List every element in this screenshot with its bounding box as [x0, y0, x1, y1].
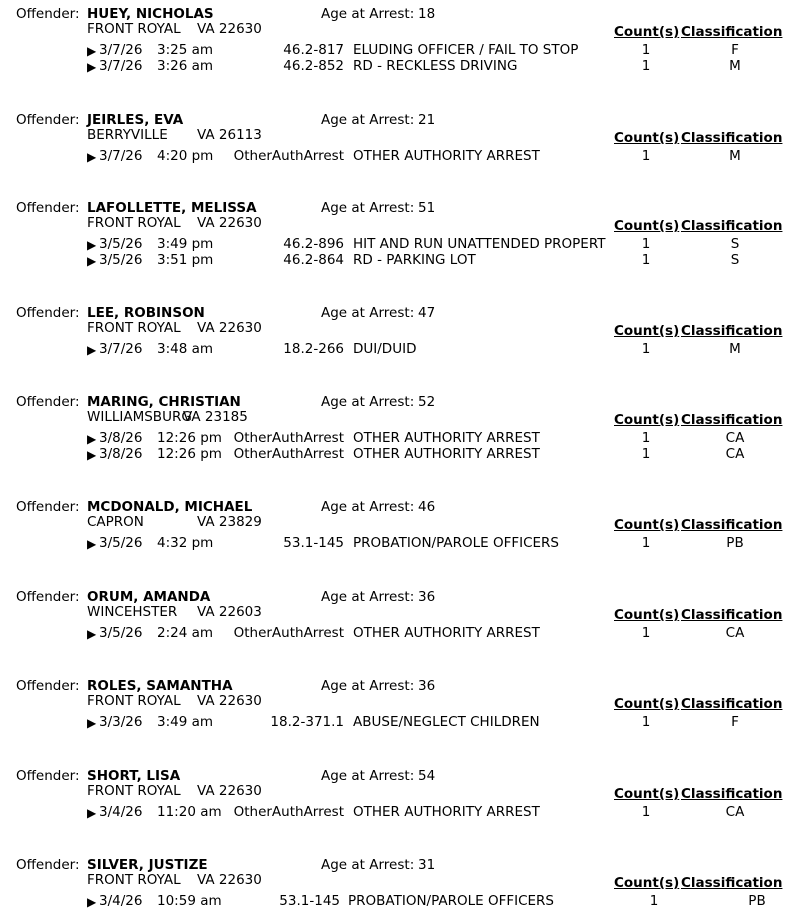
charge-time: 11:20 am: [157, 804, 222, 820]
offender-name: SILVER, JUSTIZE: [87, 857, 208, 873]
classification-header: Classification: [681, 875, 783, 891]
charge-time: 3:49 am: [157, 714, 214, 730]
arrow-icon: ▶: [87, 627, 97, 641]
charge-date: 3/7/26: [99, 148, 143, 164]
offender-city: FRONT ROYAL: [87, 693, 181, 709]
charge-classification: F: [731, 714, 739, 730]
charge-time: 3:49 pm: [157, 236, 214, 252]
age-label: Age at Arrest:: [321, 499, 415, 515]
charge-code: 18.2-266: [283, 341, 344, 357]
charge-code: 18.2-371.1: [270, 714, 344, 730]
offender-label: Offender:: [16, 112, 80, 128]
classification-header: Classification: [681, 24, 783, 40]
arrow-icon: ▶: [87, 432, 97, 446]
offender-city: BERRYVILLE: [87, 127, 168, 143]
offender-city: WINCEHSTER: [87, 604, 178, 620]
offender-label: Offender:: [16, 768, 80, 784]
arrow-icon: ▶: [87, 44, 97, 58]
charge-time: 3:26 am: [157, 58, 214, 74]
age-value: 51: [418, 200, 436, 216]
charge-code: 53.1-145: [283, 535, 344, 551]
counts-header: Count(s): [614, 412, 680, 428]
offender-name: MCDONALD, MICHAEL: [87, 499, 253, 515]
offender-label: Offender:: [16, 678, 80, 694]
age-label: Age at Arrest:: [321, 6, 415, 22]
offender-label: Offender:: [16, 305, 80, 321]
arrow-icon: ▶: [87, 238, 97, 252]
classification-header: Classification: [681, 517, 783, 533]
charge-description: HIT AND RUN UNATTENDED PROPERT: [353, 236, 606, 252]
age-value: 18: [418, 6, 436, 22]
classification-header: Classification: [681, 218, 783, 234]
charge-description: OTHER AUTHORITY ARREST: [353, 625, 540, 641]
charge-code: OtherAuthArrest: [233, 148, 344, 164]
age-label: Age at Arrest:: [321, 200, 415, 216]
charge-date: 3/5/26: [99, 236, 143, 252]
charge-description: RD - RECKLESS DRIVING: [353, 58, 518, 74]
age-value: 36: [418, 589, 436, 605]
charge-classification: CA: [725, 625, 745, 641]
charge-count: 1: [641, 430, 651, 446]
charge-date: 3/7/26: [99, 341, 143, 357]
age-value: 31: [418, 857, 436, 873]
age-value: 47: [418, 305, 436, 321]
offender-city: WILLIAMSBURG: [87, 409, 192, 425]
age-value: 54: [418, 768, 436, 784]
charge-date: 3/3/26: [99, 714, 143, 730]
offender-label: Offender:: [16, 857, 80, 873]
age-label: Age at Arrest:: [321, 589, 415, 605]
age-label: Age at Arrest:: [321, 678, 415, 694]
charge-code: 46.2-896: [283, 236, 344, 252]
offender-label: Offender:: [16, 499, 80, 515]
charge-time: 3:48 am: [157, 341, 214, 357]
offender-name: HUEY, NICHOLAS: [87, 6, 214, 22]
charge-description: OTHER AUTHORITY ARREST: [353, 804, 540, 820]
charge-classification: F: [731, 42, 739, 58]
charge-count: 1: [641, 148, 651, 164]
charge-time: 3:51 pm: [157, 252, 214, 268]
age-label: Age at Arrest:: [321, 857, 415, 873]
age-label: Age at Arrest:: [321, 112, 415, 128]
charge-description: ABUSE/NEGLECT CHILDREN: [353, 714, 540, 730]
charge-description: OTHER AUTHORITY ARREST: [353, 148, 540, 164]
age-value: 36: [418, 678, 436, 694]
charge-count: 1: [641, 236, 651, 252]
offender-state-zip: VA 22630: [197, 783, 262, 799]
counts-header: Count(s): [614, 218, 680, 234]
offender-state-zip: VA 23185: [183, 409, 248, 425]
age-value: 21: [418, 112, 436, 128]
counts-header: Count(s): [614, 130, 680, 146]
arrow-icon: ▶: [87, 448, 97, 462]
classification-header: Classification: [681, 412, 783, 428]
offender-city: FRONT ROYAL: [87, 872, 181, 888]
charge-description: PROBATION/PAROLE OFFICERS: [353, 535, 560, 551]
charge-date: 3/7/26: [99, 42, 143, 58]
charge-count: 1: [641, 341, 651, 357]
charge-classification: M: [729, 341, 741, 357]
age-label: Age at Arrest:: [321, 305, 415, 321]
offender-state-zip: VA 22603: [197, 604, 262, 620]
charge-time: 10:59 am: [157, 893, 222, 909]
offender-label: Offender:: [16, 589, 80, 605]
offender-label: Offender:: [16, 6, 80, 22]
charge-code: OtherAuthArrest: [233, 625, 344, 641]
charge-code: 46.2-864: [283, 252, 344, 268]
arrow-icon: ▶: [87, 895, 97, 909]
age-label: Age at Arrest:: [321, 394, 415, 410]
offender-name: JEIRLES, EVA: [87, 112, 184, 128]
charge-time: 2:24 am: [157, 625, 214, 641]
charge-time: 3:25 am: [157, 42, 214, 58]
charge-description: OTHER AUTHORITY ARREST: [353, 430, 540, 446]
arrow-icon: ▶: [87, 60, 97, 74]
age-value: 46: [418, 499, 436, 515]
charge-classification: S: [730, 252, 740, 268]
charge-time: 4:20 pm: [157, 148, 214, 164]
offender-city: FRONT ROYAL: [87, 215, 181, 231]
counts-header: Count(s): [614, 696, 680, 712]
arrow-icon: ▶: [87, 537, 97, 551]
charge-description: OTHER AUTHORITY ARREST: [353, 446, 540, 462]
offender-city: FRONT ROYAL: [87, 21, 181, 37]
arrow-icon: ▶: [87, 150, 97, 164]
charge-count: 1: [641, 42, 651, 58]
charge-description: DUI/DUID: [353, 341, 417, 357]
charge-description: ELUDING OFFICER / FAIL TO STOP: [353, 42, 579, 58]
counts-header: Count(s): [614, 875, 680, 891]
offender-state-zip: VA 22630: [197, 21, 262, 37]
charge-date: 3/8/26: [99, 430, 143, 446]
arrow-icon: ▶: [87, 716, 97, 730]
offender-label: Offender:: [16, 200, 80, 216]
charge-date: 3/5/26: [99, 252, 143, 268]
arrow-icon: ▶: [87, 806, 97, 820]
age-label: Age at Arrest:: [321, 768, 415, 784]
classification-header: Classification: [681, 786, 783, 802]
charge-classification: S: [730, 236, 740, 252]
charge-date: 3/5/26: [99, 535, 143, 551]
offender-state-zip: VA 22630: [197, 320, 262, 336]
classification-header: Classification: [681, 130, 783, 146]
charge-code: 46.2-817: [283, 42, 344, 58]
arrow-icon: ▶: [87, 343, 97, 357]
counts-header: Count(s): [614, 24, 680, 40]
counts-header: Count(s): [614, 786, 680, 802]
charge-count: 1: [649, 893, 659, 909]
offender-name: ROLES, SAMANTHA: [87, 678, 233, 694]
charge-code: OtherAuthArrest: [233, 446, 344, 462]
offender-state-zip: VA 23829: [197, 514, 262, 530]
charge-count: 1: [641, 58, 651, 74]
offender-name: LAFOLLETTE, MELISSA: [87, 200, 257, 216]
charge-code: OtherAuthArrest: [233, 430, 344, 446]
charge-time: 12:26 pm: [157, 430, 222, 446]
offender-city: CAPRON: [87, 514, 144, 530]
charge-count: 1: [641, 252, 651, 268]
counts-header: Count(s): [614, 517, 680, 533]
charge-description: RD - PARKING LOT: [353, 252, 476, 268]
arrow-icon: ▶: [87, 254, 97, 268]
counts-header: Count(s): [614, 323, 680, 339]
charge-count: 1: [641, 446, 651, 462]
charge-count: 1: [641, 714, 651, 730]
offender-name: ORUM, AMANDA: [87, 589, 211, 605]
charge-time: 4:32 pm: [157, 535, 214, 551]
charge-code: 53.1-145: [279, 893, 340, 909]
charge-date: 3/4/26: [99, 893, 143, 909]
charge-date: 3/8/26: [99, 446, 143, 462]
counts-header: Count(s): [614, 607, 680, 623]
offender-state-zip: VA 22630: [197, 215, 262, 231]
charge-classification: PB: [748, 893, 766, 909]
charge-count: 1: [641, 625, 651, 641]
charge-code: OtherAuthArrest: [233, 804, 344, 820]
charge-time: 12:26 pm: [157, 446, 222, 462]
age-value: 52: [418, 394, 436, 410]
charge-date: 3/7/26: [99, 58, 143, 74]
charge-date: 3/4/26: [99, 804, 143, 820]
offender-state-zip: VA 22630: [197, 693, 262, 709]
charge-code: 46.2-852: [283, 58, 344, 74]
charge-classification: CA: [725, 804, 745, 820]
offender-name: MARING, CHRISTIAN: [87, 394, 241, 410]
offender-city: FRONT ROYAL: [87, 783, 181, 799]
charge-classification: CA: [725, 430, 745, 446]
charge-classification: M: [729, 148, 741, 164]
classification-header: Classification: [681, 607, 783, 623]
charge-count: 1: [641, 804, 651, 820]
offender-state-zip: VA 22630: [197, 872, 262, 888]
classification-header: Classification: [681, 696, 783, 712]
charge-classification: M: [729, 58, 741, 74]
classification-header: Classification: [681, 323, 783, 339]
charge-classification: PB: [726, 535, 744, 551]
offender-state-zip: VA 26113: [197, 127, 262, 143]
charge-date: 3/5/26: [99, 625, 143, 641]
charge-description: PROBATION/PAROLE OFFICERS: [348, 893, 555, 909]
charge-count: 1: [641, 535, 651, 551]
offender-name: LEE, ROBINSON: [87, 305, 205, 321]
offender-label: Offender:: [16, 394, 80, 410]
offender-name: SHORT, LISA: [87, 768, 181, 784]
offender-city: FRONT ROYAL: [87, 320, 181, 336]
charge-classification: CA: [725, 446, 745, 462]
